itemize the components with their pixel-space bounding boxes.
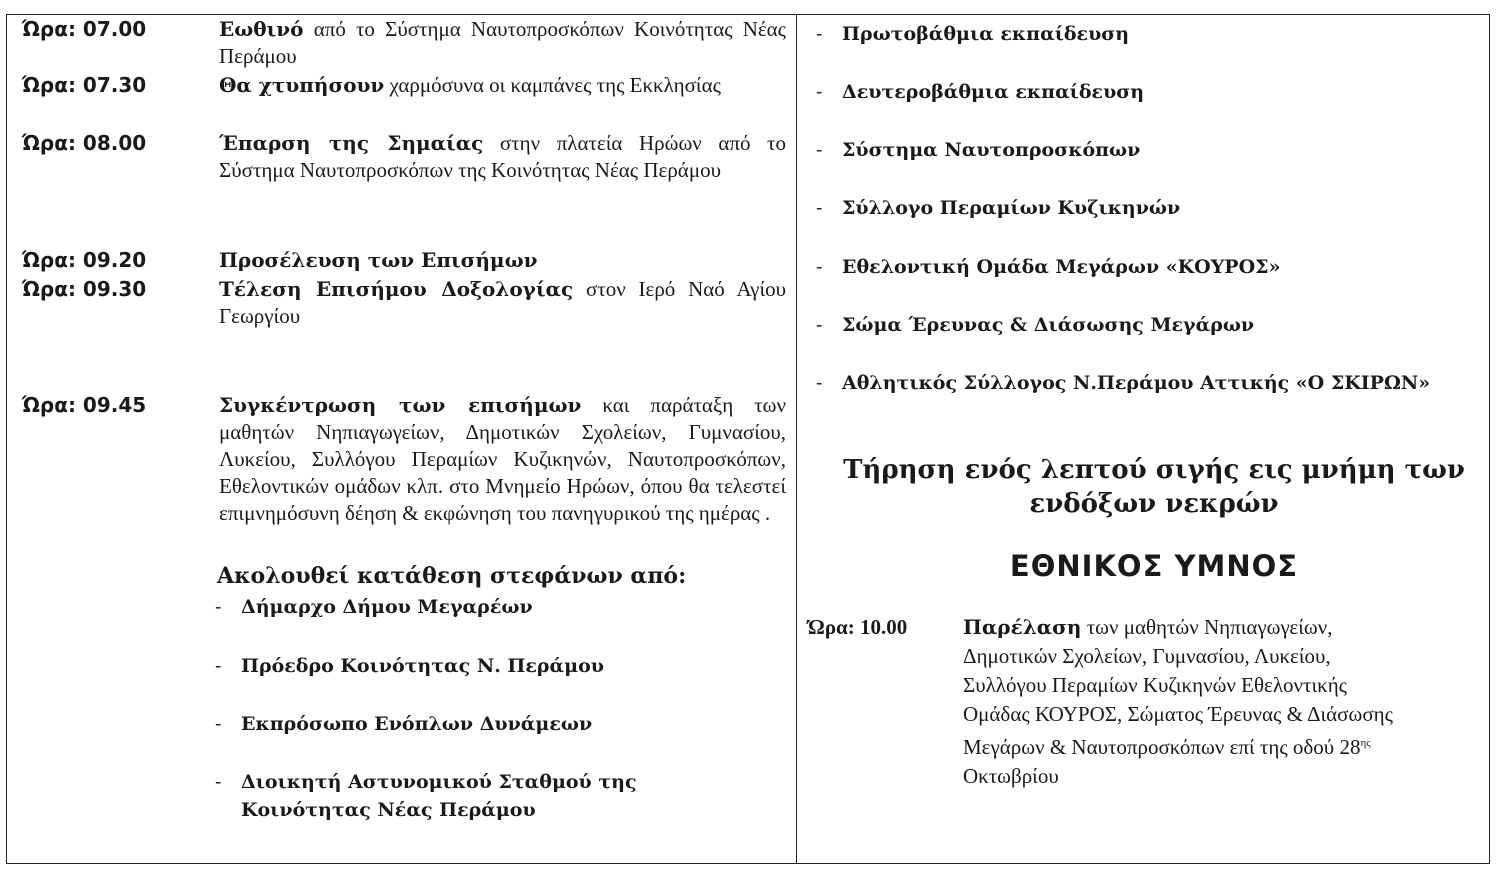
list-item [816,369,1480,397]
program-time: Ώρα: 07.00 [22,17,147,41]
program-time: Ώρα: 07.30 [22,73,147,97]
program-time: Ώρα: 08.00 [22,131,147,155]
program-text [219,276,786,392]
list-item [215,652,786,680]
dash: - [816,314,823,336]
program-text [219,392,786,527]
list-item-label: Εθελοντική Ομάδα Μεγάρων «ΚΟΥΡΟΣ» [842,256,1281,278]
program-title: Εωθινό [219,17,304,41]
list-item [215,593,786,621]
list-item-label: Σύλλογο Περαμίων Κυζικηνών [842,197,1181,219]
list-item-label: Δευτεροβάθμια εκπαίδευση [842,81,1145,103]
moment-of-silence: Τήρηση ενός λεπτού σιγής εις μνήμη των ενδόξων νεκρών [843,455,1465,519]
ordinal-suffix: ης [1360,737,1371,749]
program-title: Συγκέντρωση των επισήμων [219,393,582,417]
program-detail: και παράταξη των μαθητών Νηπιαγωγείων, Δημοτικών Σχολείων, Γυμνασίου, Λυκείου, Συλλόγου Περαμίων Κυζικηνών, Ναυτοπροσκόπων, Εθελοντικών ομάδων κλπ. στο Μνημείο Ηρώων, όπου θα τελεστεί επιμνημόσυνη δέηση & εκφώνηση του πανηγυρικού της ημέρας . [219,393,786,525]
program-title: Θα χτυπήσουν [219,73,385,97]
parade-row [808,613,1480,791]
program-detail: στην πλατεία Ηρώων από το Σύστημα Ναυτοπροσκόπων της Κοινότητας Νέας Περάμου [219,131,786,182]
list-item-label: Σώμα Έρευνας & Διάσωσης Μεγάρων [842,314,1255,336]
dash: - [215,771,222,793]
program-detail: στον Ιερό Ναό Αγίου Γεωργίου [219,277,786,328]
parade-month: Οκτωβρίου [963,764,1059,788]
list-item-label: Δήμαρχο Δήμου Μεγαρέων [241,596,533,618]
parade-title: Παρέλαση [963,615,1082,639]
dash: - [215,713,222,735]
program-title: Τέλεση Επισήμου Δοξολογίας [219,277,574,301]
parade-text [963,613,1413,791]
parade-time: Ώρα: 10.00 [808,615,908,639]
list-item-label: Αθλητικός Σύλλογος Ν.Περάμου Αττικής «Ο ΣΚΙΡΩΝ» [842,372,1431,394]
right-column [808,20,1480,791]
wreaths-list-left [215,593,786,824]
program-text [219,72,786,130]
list-item-label: Εκπρόσωπο Ενόπλων Δυνάμεων [241,713,593,735]
dash: - [816,139,823,161]
dash: - [816,81,823,103]
wreaths-heading: Ακολουθεί κατάθεση στεφάνων από: [217,563,687,589]
list-item [816,78,1480,106]
list-item [816,194,1480,222]
program-title: Προσέλευση των Επισήμων [219,248,538,272]
program-time: Ώρα: 09.20 [22,248,147,272]
list-item-label: Πρόεδρο Κοινότητας Ν. Περάμου [241,655,604,677]
list-item-label: Σύστημα Ναυτοπροσκόπων [842,139,1141,161]
program-row [22,72,786,130]
program-row [22,16,786,72]
program-text [219,247,786,276]
left-column [22,16,786,824]
parade-detail: των μαθητών Νηπιαγωγείων, Δημοτικών Σχολείων, Γυμνασίου, Λυκείου, Συλλόγου Περαμίων Κυζικηνών Εθελοντικής Ομάδας ΚΟΥΡΟΣ, Σώματος Έρευνας & Διάσωσης Μεγάρων & Ναυτοπροσκόπων επί της οδού 28 [963,615,1393,759]
dash: - [816,372,823,394]
list-item [215,710,786,738]
program-row [22,392,786,527]
program-detail: από το Σύστημα Ναυτοπροσκόπων Κοινότητας Νέας Περάμου [219,17,786,68]
list-item [816,253,1480,281]
program-row [22,247,786,276]
program-time: Ώρα: 09.45 [22,393,147,417]
national-anthem: ΕΘΝΙΚΟΣ ΥΜΝΟΣ [1009,549,1299,583]
wreaths-list-right [816,20,1480,397]
list-item [816,311,1480,339]
dash: - [816,197,823,219]
program-text [219,130,786,247]
program-time: Ώρα: 09.30 [22,277,147,301]
dash: - [816,256,823,278]
list-item [215,768,675,824]
program-row [22,276,786,392]
list-item-label: Πρωτοβάθμια εκπαίδευση [842,23,1130,45]
program-row [22,130,786,247]
dash: - [816,23,823,45]
program-title: Έπαρση της Σημαίας [219,131,484,155]
list-item [816,20,1480,48]
column-divider [796,14,797,864]
list-item [816,136,1480,164]
program-text [219,16,786,72]
dash: - [215,655,222,677]
list-item-label: Διοικητή Αστυνομικού Σταθμού της Κοινότητας Νέας Περάμου [241,771,637,821]
program-detail: χαρμόσυνα οι καμπάνες της Εκκλησίας [384,73,721,97]
dash: - [215,596,222,618]
